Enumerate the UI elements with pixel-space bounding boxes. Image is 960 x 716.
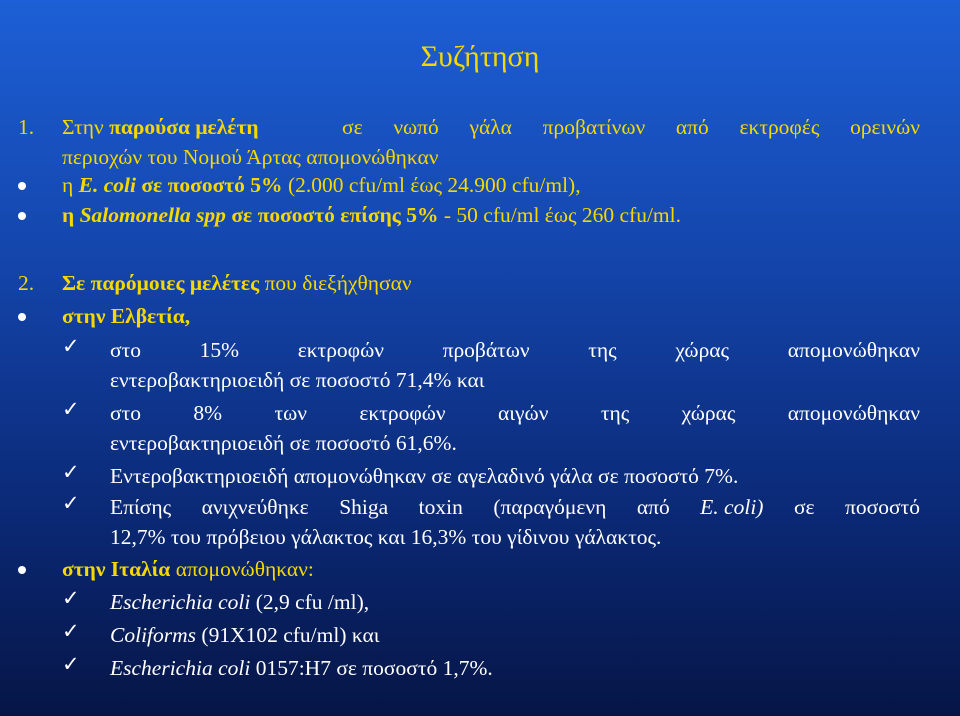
italy-item1 [110,588,369,616]
bullet-dot-icon [18,313,26,321]
checkmark-icon: ✓ [62,652,80,676]
bullet1-organism: E. coli [78,173,136,197]
section1-heading [62,113,259,141]
word: από [675,115,709,139]
word: προβατίνων [542,115,646,139]
italy-item3-value: 0157:H7 σε ποσοστό 1,7%. [255,656,493,680]
check4-line1 [110,493,920,521]
word: στο [110,338,141,362]
word: χώρας [675,338,730,362]
section2-number: 2. [18,271,35,295]
check4-line2: 12,7% του πρόβειου γάλακτος και 16,3% του γίδινου γάλακτος. [110,525,662,549]
bullet2-range: - 50 cfu/ml έως 260 cfu/ml. [443,203,681,227]
section1-line1 [342,113,920,141]
bullet2-organism: Salomonella spp [79,203,226,227]
word: σε [793,495,815,519]
word: από [636,495,670,519]
checkmark-icon: ✓ [62,334,80,358]
word: ορεινών [850,115,920,139]
section1-line2: περιοχών του Νομού Άρτας απομονώθηκαν [62,145,439,169]
check1-line2: εντεροβακτηριοειδή σε ποσοστό 71,4% και [110,368,485,392]
checkmark-icon: ✓ [62,397,80,421]
checkmark-icon: ✓ [62,586,80,610]
check1-line1 [110,336,920,364]
italy-item1-organism: Escherichia coli [110,590,251,614]
section1-bullet1 [62,171,581,199]
word: toxin [418,495,463,519]
word: των [274,401,307,425]
section1-heading-prefix: Στην [62,115,104,139]
word: 15% [199,338,240,362]
country-italy-rest: απομονώθηκαν: [175,557,314,581]
word: απομονώθηκαν [787,338,920,362]
checkmark-icon: ✓ [62,460,80,484]
section2-heading-bold: Σε παρόμοιες μελέτες [62,271,260,295]
word: στο [110,401,141,425]
section1-heading-bold: παρούσα μελέτη [109,115,259,139]
bullet1-article: η [62,173,74,197]
checkmark-icon: ✓ [62,491,80,515]
italy-item2-value: (91X102 cfu/ml) και [201,623,380,647]
country-italy-bold: στην Ιταλία [62,557,171,581]
italy-item2-organism: Coliforms [110,623,197,647]
word: ανιχνεύθηκε [201,495,309,519]
word: εκτροφές [739,115,820,139]
word: ποσοστό [845,495,920,519]
bullet1-percentage: σε ποσοστό 5% [141,173,283,197]
word: Επίσης [110,495,172,519]
word: χώρας [681,401,736,425]
italy-item3 [110,654,493,682]
word: εκτροφών [359,401,446,425]
country-italy [62,555,314,583]
slide-title: Συζήτηση [420,40,540,73]
word: νωπό [393,115,439,139]
check2-line1 [110,399,920,427]
section2-heading-rest: που διεξήχθησαν [264,271,412,295]
word: εκτροφών [297,338,384,362]
word: προβάτων [442,338,530,362]
word: 8% [193,401,223,425]
bullet2-percentage: σε ποσοστό επίσης 5% [231,203,439,227]
italy-item3-organism: Escherichia coli [110,656,251,680]
section1-number: 1. [18,115,35,139]
check3-line: Εντεροβακτηριοειδή απομονώθηκαν σε αγελαδινό γάλα σε ποσοστό 7%. [110,464,739,488]
word: Shiga [339,495,389,519]
word: E. coli) [700,495,764,519]
bullet-dot-icon [18,566,26,574]
bullet-dot-icon [18,212,26,220]
word: σε [342,115,363,139]
checkmark-icon: ✓ [62,619,80,643]
word: αιγών [498,401,549,425]
word: (παραγόμενη [493,495,607,519]
section1-bullet2 [62,201,681,229]
word: της [600,401,630,425]
section2-heading [62,269,412,297]
country-switzerland: στην Ελβετία, [62,304,191,328]
bullet2-article: η [62,203,75,227]
word: της [588,338,617,362]
italy-item2 [110,621,380,649]
word: απομονώθηκαν [787,401,920,425]
bullet-dot-icon [18,182,26,190]
check2-line2: εντεροβακτηριοειδή σε ποσοστό 61,6%. [110,431,457,455]
italy-item1-value: (2,9 cfu /ml), [255,590,370,614]
word: γάλα [469,115,512,139]
bullet1-range: (2.000 cfu/ml έως 24.900 cfu/ml), [287,173,581,197]
